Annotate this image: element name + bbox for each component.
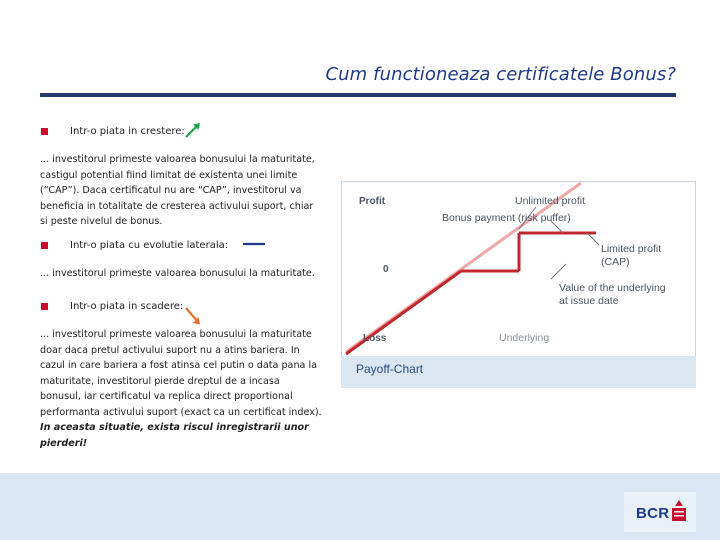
- section-down-body: ... investitorul primeste valoarea bonusului la maturitate doar daca pretul activului suport nu a atins bariera. In cazul in care bariera a fost atinsa cel putin o data pana la maturitate, investitorul pierde dreptul de a incasa bonusul, iar certificatul va replica direct proportional performanta activului suport (exact ca un certificat index).: [40, 329, 322, 418]
- payoff-chart-plot: [341, 181, 696, 356]
- bcr-emblem-icon: [670, 500, 688, 522]
- section-flat-text: ... investitorul primeste valoarea bonusului la maturitate.: [40, 268, 315, 279]
- issue-value-leader: [551, 264, 566, 279]
- cap-leader: [587, 233, 599, 245]
- section-flat-label: Intr-o piata cu evolutie laterala:: [70, 240, 229, 251]
- section-up-text: ... investitorul primeste valoarea bonusului la maturitate, castigul potential fiind limitat de existenta unei limite (“CAP”). Daca certificatul nu are “CAP”, investitorul va beneficia in totalitate de cresterea activului suport, chiar si peste nivelul de bonus.: [40, 154, 315, 227]
- axis-profit-label: Profit: [359, 196, 386, 207]
- section-up-label: Intr-o piata in crestere:: [70, 126, 185, 137]
- underlying-line: [346, 183, 581, 352]
- arrow-down-icon: [184, 306, 202, 326]
- annotation-underlying: Underlying: [499, 332, 550, 344]
- bullet-square-icon: [41, 303, 48, 310]
- arrow-up-icon: [184, 121, 202, 139]
- bullet-square-icon: [41, 242, 48, 249]
- slide-title: Cum functioneaza certificatele Bonus?: [325, 64, 676, 85]
- axis-zero-label: 0: [383, 264, 389, 275]
- title-underline: [40, 93, 676, 97]
- section-down-label: Intr-o piata in scadere:: [70, 301, 184, 312]
- chart-footer-label: Payoff-Chart: [356, 362, 424, 376]
- section-down-text: [40, 327, 322, 451]
- annotation-issue-date: at issue date: [559, 295, 619, 307]
- annotation-issue-value: Value of the underlying: [559, 282, 666, 294]
- annotation-limited: Limited profit: [601, 243, 662, 255]
- bcr-logo-text: BCR: [636, 505, 670, 522]
- arrow-flat-icon: [242, 240, 266, 248]
- risk-warning: In aceasta situatie, exista riscul inregistrarii unor pierderi!: [40, 422, 309, 449]
- footer-band: [0, 473, 720, 540]
- annotation-bonus: Bonus payment (risk puffer): [442, 212, 571, 224]
- bullet-square-icon: [41, 128, 48, 135]
- annotation-cap: (CAP): [601, 256, 630, 268]
- annotation-unlimited: Unlimited profit: [515, 195, 586, 207]
- axis-loss-label: Loss: [363, 333, 387, 344]
